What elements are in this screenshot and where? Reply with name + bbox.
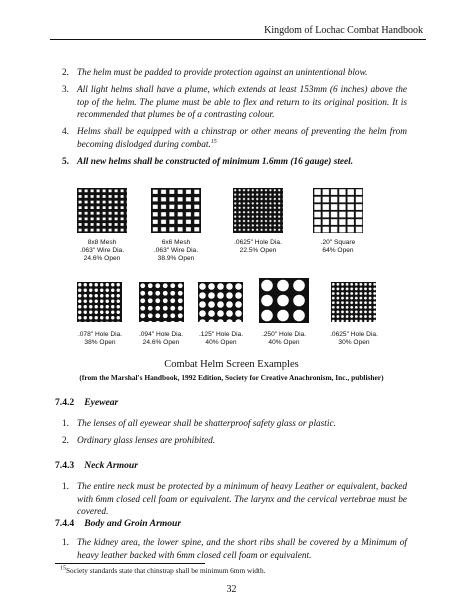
page-number: 32 [226,584,237,595]
footnote-rule [55,563,205,564]
section-title: Body and Groin Armour [84,518,182,529]
swatch-20-square [313,188,363,233]
item-number: 1. [62,538,69,548]
swatch-caption [129,331,193,347]
caption-line: 24.6% Open [142,339,180,346]
item-number: 1. [62,482,69,492]
caption-line: 24.6% Open [83,255,121,262]
item-text: The lenses of all eyewear shall be shatterproof safety glass or plastic. [77,419,336,429]
rule-item-3 [62,84,407,122]
footnote-ref: 15 [210,138,217,145]
section-heading-neck-armour [55,460,138,471]
rule-item-4 [62,126,407,151]
section-title: Eyewear [84,397,119,408]
rule-item-2 [62,67,407,80]
eyewear-item-2 [62,435,407,448]
caption-line: .20" Square [320,239,356,246]
caption-line: .063" Wire Dia. [153,247,199,254]
swatch-caption [68,331,132,347]
swatch-078-hole [77,282,122,322]
item-text: The entire neck must be protected by a minimum of heavy Leather or equivalent, backed with 6mm closed cell foam or equivalent. The larynx and the cervical vertebrae must be covered. [77,482,407,518]
rule-item-5 [62,156,407,169]
running-header: Kingdom of Lochac Combat Handbook [264,25,423,36]
swatch-caption [226,239,290,255]
swatch-6x6-mesh [151,188,201,233]
figure-title: Combat Helm Screen Examples [164,359,299,370]
caption-line: .250" Hole Dia. [261,331,307,338]
body-armour-item-1 [62,537,407,562]
swatch-caption [189,331,253,347]
rule-number: 4. [62,127,69,137]
caption-line: 38.9% Open [157,255,195,262]
caption-line: .063" Wire Dia. [79,247,125,254]
swatch-caption [70,239,134,263]
header-rule [50,39,426,40]
item-number: 1. [62,419,69,429]
rule-text: All new helms shall be constructed of minimum 1.6mm (16 gauge) steel. [77,157,354,167]
item-text: The kidney area, the lower spine, and the short ribs shall be covered by a Minimum of heavy leather backed with 6mm closed cell foam or equivalent. [77,538,407,561]
caption-line: .078" Hole Dia. [77,331,123,338]
rule-text: The helm must be padded to provide protection against an unintentional blow. [77,68,368,78]
rule-text: Helms shall be equipped with a chinstrap or other means of preventing the helm from becoming dislodged during combat. [77,127,407,150]
figure-source: (from the Marshal's Handbook, 1992 Edition, Society for Creative Anachronism, Inc., publisher) [79,373,384,382]
caption-line: 6x6 Mesh [161,239,191,246]
eyewear-item-1 [62,418,407,431]
rule-number: 2. [62,68,69,78]
section-number: 7.4.4 [55,518,75,529]
footnote [60,566,265,575]
caption-line: 22.5% Open [239,247,277,254]
rule-text: All light helms shall have a plume, which extends at least 153mm (6 inches) above the top of the helm. The plume must be able to flex and return to its original position. It is recommended that plumes be of a contrasting colour. [77,85,407,121]
swatch-caption [306,239,370,255]
swatch-caption [144,239,208,263]
caption-line: 40% Open [268,339,300,346]
footnote-text: Society standards state that chinstrap shall be minimum 6mm width. [66,566,266,575]
caption-line: .094" Hole Dia. [138,331,184,338]
swatch-0625-hole [233,188,283,233]
rule-number: 5. [62,157,69,167]
rule-number: 3. [62,85,69,95]
caption-line: 38% Open [84,339,116,346]
swatch-250-hole [259,278,309,323]
caption-line: .125" Hole Dia. [198,331,244,338]
caption-line: 30% Open [338,339,370,346]
caption-line: 8x8 Mesh [87,239,117,246]
footnote-mark: 15 [60,565,66,572]
swatch-094-hole [139,282,184,322]
item-number: 2. [62,436,69,446]
caption-line: 40% Open [205,339,237,346]
swatch-caption [322,331,386,347]
section-number: 7.4.3 [55,460,75,471]
section-title: Neck Armour [84,460,138,471]
caption-line: .0625" Hole Dia. [234,239,282,246]
neck-armour-item-1 [62,481,407,519]
caption-line: .0625" Hole Dia. [330,331,378,338]
section-number: 7.4.2 [55,397,75,408]
swatch-0625-hole-30 [331,282,376,322]
section-heading-body-groin-armour [55,518,181,529]
swatch-8x8-mesh [77,188,127,233]
item-text: Ordinary glass lenses are prohibited. [77,436,216,446]
swatch-caption [252,331,316,347]
swatch-125-hole [198,282,243,322]
section-heading-eyewear [55,397,118,408]
caption-line: 64% Open [322,247,354,254]
